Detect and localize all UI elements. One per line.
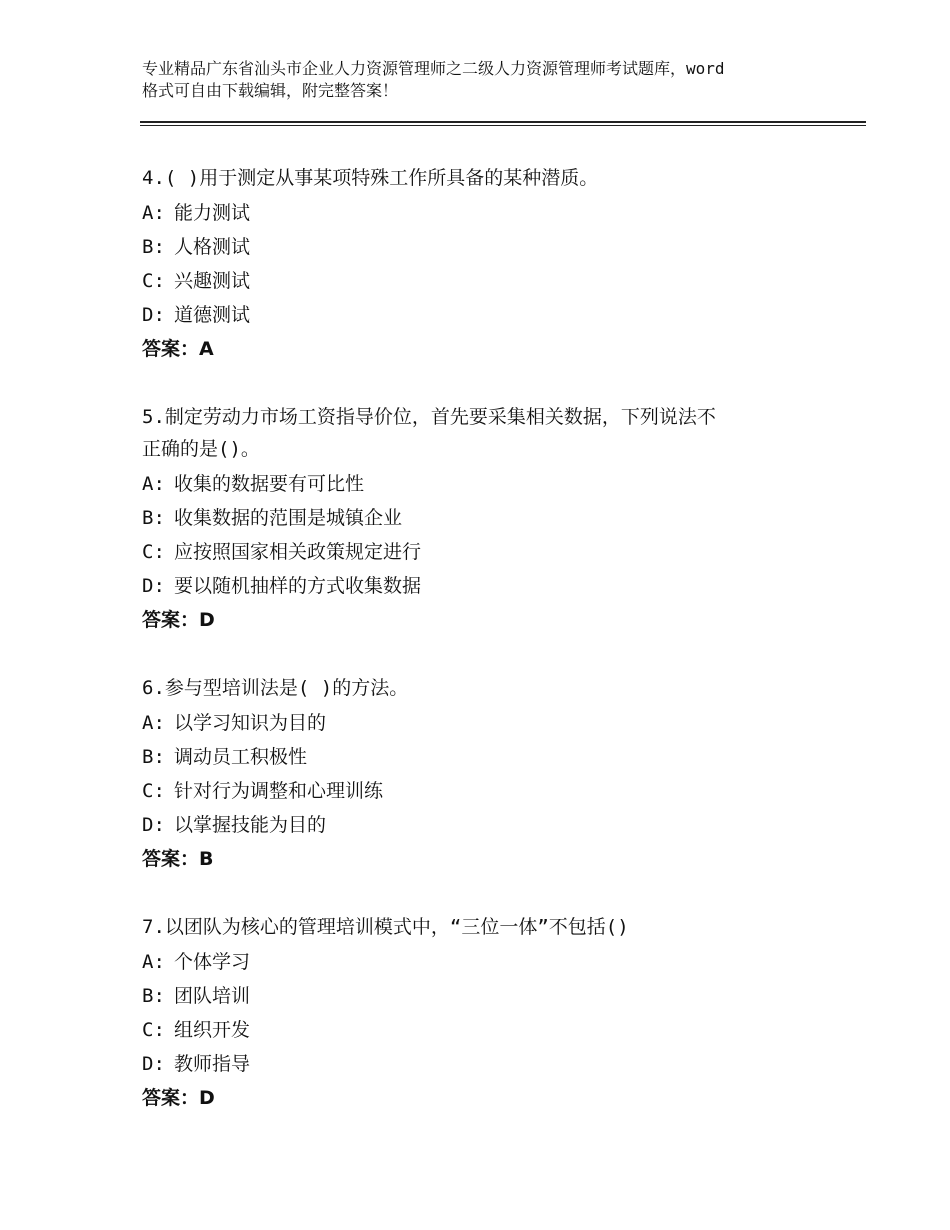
option-d [142,569,862,603]
option-letter: B: [142,985,165,1007]
option-letter: B: [142,236,165,258]
option-text: 要以随机抽样的方式收集数据 [174,575,422,597]
option-text: 组织开发 [174,1019,251,1041]
option-d [142,808,862,842]
answer-label: 答案：D [142,609,215,631]
question-4 [142,162,862,366]
question-5 [142,401,862,637]
option-a [142,196,862,230]
option-letter: A: [142,712,165,734]
option-letter: C: [142,270,165,292]
option-text: 团队培训 [174,985,251,1007]
option-d [142,298,862,332]
option-a [142,706,862,740]
answer-label: 答案：A [142,338,214,360]
option-letter: C: [142,780,165,802]
header-title-line-1: 专业精品广东省汕头市企业人力资源管理师之二级人力资源管理师考试题库，word [142,59,725,78]
question-stem [142,162,862,194]
option-text: 教师指导 [174,1053,251,1075]
option-letter: C: [142,541,165,563]
question-stem-line: 5.制定劳动力市场工资指导价位，首先要采集相关数据，下列说法不 [142,406,716,428]
option-c [142,1013,862,1047]
option-letter: A: [142,951,165,973]
answer-label: 答案：B [142,848,214,870]
option-text: 道德测试 [174,304,251,326]
document-header [142,58,842,102]
option-text: 调动员工积极性 [174,746,308,768]
option-letter: C: [142,1019,165,1041]
option-c [142,264,862,298]
option-text: 以学习知识为目的 [174,712,327,734]
option-c [142,774,862,808]
question-stem [142,401,862,465]
question-stem-line: 7.以团队为核心的管理培训模式中，“三位一体”不包括() [142,916,629,938]
question-stem [142,672,862,704]
header-divider-thick [140,121,866,123]
question-7 [142,911,862,1115]
header-divider-thin [140,125,866,126]
option-b [142,230,862,264]
question-stem-line: 6.参与型培训法是( )的方法。 [142,677,409,699]
option-a [142,945,862,979]
answer-label: 答案：D [142,1087,215,1109]
option-text: 能力测试 [174,202,251,224]
header-title-line-2: 格式可自由下载编辑，附完整答案！ [142,81,399,100]
option-letter: B: [142,746,165,768]
option-d [142,1047,862,1081]
question-stem-line: 正确的是()。 [142,438,260,460]
option-text: 针对行为调整和心理训练 [174,780,384,802]
option-letter: A: [142,473,165,495]
option-b [142,501,862,535]
option-text: 人格测试 [174,236,251,258]
option-letter: D: [142,575,165,597]
option-letter: D: [142,814,165,836]
option-text: 收集数据的范围是城镇企业 [174,507,403,529]
option-b [142,740,862,774]
question-stem-line: 4.( )用于测定从事某项特殊工作所具备的某种潜质。 [142,167,599,189]
option-letter: D: [142,304,165,326]
option-text: 个体学习 [174,951,251,973]
option-letter: A: [142,202,165,224]
question-6 [142,672,862,876]
option-b [142,979,862,1013]
option-text: 兴趣测试 [174,270,251,292]
option-letter: B: [142,507,165,529]
option-letter: D: [142,1053,165,1075]
question-list [142,162,862,1150]
option-a [142,467,862,501]
option-c [142,535,862,569]
option-text: 应按照国家相关政策规定进行 [174,541,422,563]
question-stem [142,911,862,943]
option-text: 以掌握技能为目的 [174,814,327,836]
option-text: 收集的数据要有可比性 [174,473,365,495]
